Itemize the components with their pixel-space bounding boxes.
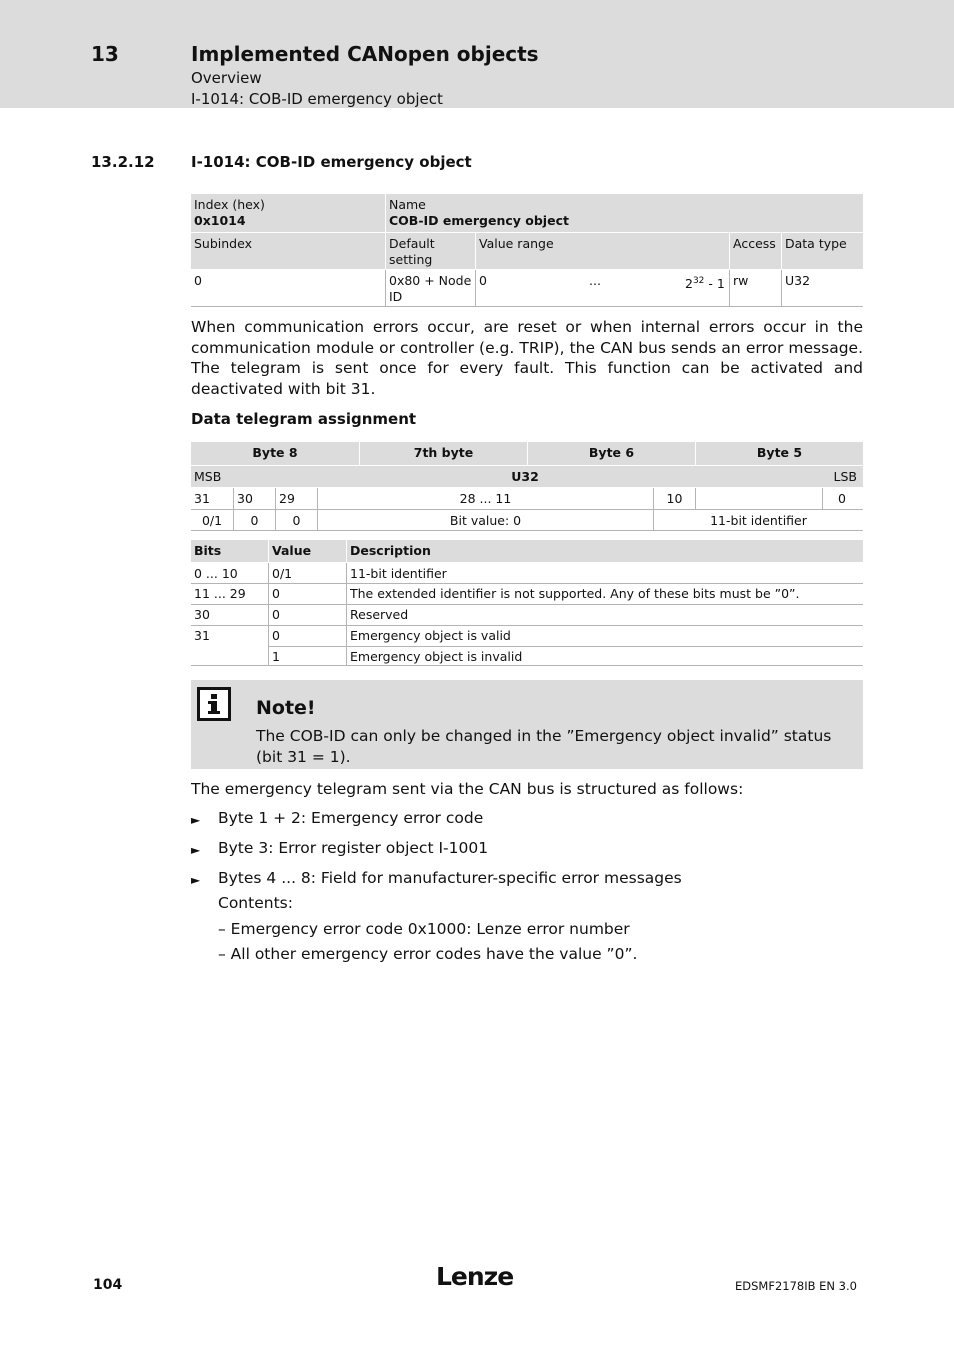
- table-divider: [191, 509, 863, 510]
- type-header: Data type: [782, 233, 863, 269]
- byte8-header: Byte 8: [191, 442, 359, 465]
- type-value: U32: [785, 273, 811, 288]
- header-subtitle-overview: Overview: [191, 69, 262, 87]
- value-cell: 0/1: [272, 566, 293, 581]
- section-number: 13.2.12: [91, 153, 155, 171]
- section-title: I-1014: COB-ID emergency object: [191, 153, 472, 171]
- name-label: Name: [389, 197, 426, 212]
- page-number: 104: [93, 1277, 123, 1293]
- byte5-header: Byte 5: [696, 442, 863, 465]
- val-30: 0: [250, 513, 259, 528]
- bullet-item: Byte 3: Error register object I-1001: [218, 839, 489, 857]
- default-header: Default setting: [386, 233, 475, 269]
- description-header: Description: [347, 540, 863, 562]
- note-text: The COB-ID can only be changed in the ”Emergency object invalid” status (bit 31 = 1).: [256, 727, 832, 766]
- value-cell: 0: [272, 628, 280, 643]
- bits-cell: 31: [194, 628, 210, 643]
- table-divider: [729, 270, 730, 306]
- range-header: Value range: [476, 233, 729, 269]
- access-value: rw: [733, 273, 749, 288]
- table-divider: [191, 604, 863, 605]
- bit-10: 10: [666, 491, 683, 506]
- bit-30: 30: [237, 491, 253, 506]
- contents-item: – All other emergency error codes have the value ”0”.: [218, 945, 638, 963]
- value-cell: 0: [272, 607, 280, 622]
- range-dots: ...: [589, 273, 601, 288]
- name-cell: [386, 194, 863, 232]
- bits-cell: 11 ... 29: [194, 586, 246, 601]
- table-divider: [822, 488, 823, 509]
- contents-label: Contents:: [218, 894, 293, 912]
- table-divider: [695, 488, 696, 509]
- chapter-title: Implemented CANopen objects: [191, 42, 539, 66]
- bullet-arrow-icon: ►: [191, 843, 201, 857]
- msb-label: MSB: [194, 469, 222, 484]
- table-divider: [475, 270, 476, 306]
- table-divider: [191, 625, 863, 626]
- index-value: 0x1014: [194, 213, 246, 228]
- name-value: COB-ID emergency object: [389, 213, 569, 228]
- range-max: [682, 270, 730, 306]
- table-divider: [653, 488, 654, 530]
- table-divider: [191, 530, 863, 531]
- bullet-item: Byte 1 + 2: Emergency error code: [218, 809, 484, 827]
- header-subtitle-object: I-1014: COB-ID emergency object: [191, 90, 443, 108]
- range-max-base: 2: [685, 276, 693, 292]
- description-paragraph: When communication errors occur, are reset or when internal errors occur in the communication module or controller (e.g. TRIP), the CAN bus sends an error message. The telegram is sent once for every fault. This function can be activated and deactivated with bit 31.: [191, 318, 863, 398]
- table-divider: [191, 583, 863, 584]
- bit-31: 31: [194, 491, 210, 506]
- table-divider: [275, 488, 276, 530]
- index-label: Index (hex): [194, 197, 265, 212]
- value-header: Value: [269, 540, 346, 562]
- range-min: 0: [479, 273, 487, 288]
- telegram-heading: Data telegram assignment: [191, 410, 417, 428]
- access-header: Access: [730, 233, 781, 269]
- subindex-header: Subindex: [191, 233, 385, 269]
- index-cell: [191, 194, 385, 232]
- bits-cell: 0 ... 10: [194, 566, 238, 581]
- subindex-value: 0: [194, 273, 202, 288]
- note-title: Note!: [256, 697, 316, 719]
- contents-item: – Emergency error code 0x1000: Lenze error number: [218, 920, 630, 938]
- chapter-number: 13: [91, 42, 119, 66]
- table-divider: [781, 270, 782, 306]
- intro-text: The emergency telegram sent via the CAN bus is structured as follows:: [191, 780, 744, 798]
- description-cell: Reserved: [350, 607, 409, 622]
- u32-label: U32: [511, 469, 539, 484]
- table-divider: [233, 488, 234, 530]
- range-max-suffix: - 1: [704, 276, 725, 292]
- info-icon: [197, 687, 231, 721]
- value-cell: 1: [272, 649, 280, 664]
- bit-29: 29: [279, 491, 295, 506]
- lenze-logo: Lenze: [436, 1262, 514, 1291]
- table-divider: [191, 665, 863, 666]
- byte7-header: 7th byte: [360, 442, 527, 465]
- table-divider: [317, 488, 318, 530]
- bits-cell: 30: [194, 607, 210, 622]
- bit-0: 0: [838, 491, 846, 506]
- val-28-11: Bit value: 0: [449, 513, 522, 528]
- default-value: 0x80 + Node ID: [389, 273, 472, 304]
- bits-28-11: 28 ... 11: [459, 491, 512, 506]
- description-cell: Emergency object is valid: [350, 628, 511, 643]
- val-identifier: 11-bit identifier: [710, 513, 807, 528]
- document-id: EDSMF2178IB EN 3.0: [735, 1279, 857, 1293]
- description-cell: Emergency object is invalid: [350, 649, 523, 664]
- note-box: [191, 680, 863, 769]
- value-cell: 0: [272, 586, 280, 601]
- bullet-arrow-icon: ►: [191, 813, 201, 827]
- bullet-item: Bytes 4 ... 8: Field for manufacturer-specific error messages: [218, 869, 682, 887]
- byte6-header: Byte 6: [528, 442, 695, 465]
- lsb-label: LSB: [833, 469, 857, 484]
- description-cell: The extended identifier is not supported. Any of these bits must be ”0”.: [350, 586, 800, 601]
- table-divider: [191, 306, 863, 307]
- bullet-arrow-icon: ►: [191, 873, 201, 887]
- range-max-exponent: 32: [692, 276, 705, 286]
- page-header: [0, 0, 954, 108]
- val-29: 0: [292, 513, 301, 528]
- table-divider: [269, 646, 863, 647]
- table-divider: [346, 563, 347, 665]
- val-31: 0/1: [201, 513, 223, 528]
- bits-header: Bits: [191, 540, 268, 562]
- table-divider: [385, 270, 386, 306]
- table-divider: [268, 563, 269, 665]
- description-cell: 11-bit identifier: [350, 566, 447, 581]
